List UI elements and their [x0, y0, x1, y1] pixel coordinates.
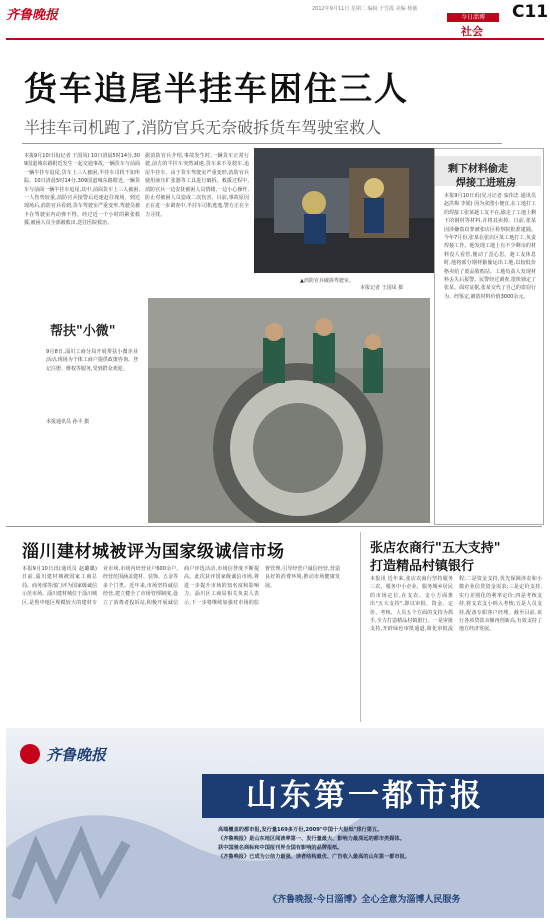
lead-body-col1: 本报9月10日讯(记者 王国凤) 10日清晨5时14分,309国道城东路附近发生一起交通事故,一辆货车与前面一辆半挂车追尾,货车上三人被困,半挂车司机不知所踪。10日清晨5时14分,309国道城东路附近,一辆货车与前面一辆半挂车追尾,其中,前面货车上三人被困,一人伤势较重,消防官兵接警后迅速赶往现场。到达现场后,消防官兵看到,货车驾驶室严重变形,驾驶员被卡在驾驶室内动弹不得。经过近一个小时的紧张救援,被困人员全部被救出,送往医院救治。: [24, 153, 140, 227]
lead-photo-caption: ▲消防官兵破拆驾驶室。: [300, 278, 354, 284]
newspaper-logo: 齐鲁晚报: [6, 8, 59, 23]
section-tag: 今日淄博: [447, 13, 499, 22]
pipe-inspection-photo-illustration: [148, 298, 430, 523]
ad-brand-text: 齐鲁晚报: [46, 746, 107, 764]
newspaper-ad: [6, 728, 544, 918]
lead-photo-credit: 本报记者 王国凤 摄: [360, 285, 404, 291]
lead-headline: 货车追尾半挂车困住三人: [24, 69, 409, 108]
ad-line-2: 《齐鲁晚报》是山东地区阅读率第一、发行量最大、影响力最深远的都市类媒体。: [218, 836, 405, 842]
ad-copy: [218, 826, 536, 862]
story3-headline-1: 张店农商行"五大支持": [370, 541, 501, 556]
story3-headline-2: 打造精品村镇银行: [370, 559, 475, 574]
ad-headline: 山东第一都市报: [246, 778, 484, 814]
fire-rescue-photo-illustration: [254, 148, 434, 273]
sidebar-title-1: 剩下材料偷走: [448, 164, 508, 175]
sidebar-body: 本报9月10日讯(见习记者 栾伟忠 通讯员 赵洪梅 李娟) 因为贪图小便宜,在工地打工的焊接工张某趁工友不在,偷走了工地上剩下的钢材等材料,并将其卖掉。日前,张某因涉嫌盗窃罪被张店区检察院批准逮捕。今年7月份,张某在张店区某工地打工,负责焊接工作。他发现工地上有不少剩余的材料没人看管,便动了歪心思。趁工友休息时,他将部分钢材偷偷运出工地,以较低价格卖给了废品收购站。工地负责人发现材料丢失后报警。民警经过调查,很快锁定了张某。面对证据,张某交代了自己的盗窃行为。经鉴定,被盗材料价值3000余元。: [444, 193, 536, 300]
lead-photo: [254, 148, 434, 273]
story3-divider: [360, 532, 361, 722]
lead-body-col2: 据消防官兵介绍,事故发生时,一辆货车正常行驶,前方的半挂车突然减速,货车来不及刹车,追尾半挂车。由于货车驾驶室严重变形,消防官兵使用液压扩张器等工具进行破拆。救援过程中,消防官兵一边安抚被困人员情绪,一边小心操作,防止对被困人员造成二次伤害。目前,事故原因正在进一步调查中,半挂车司机逃逸,警方正在全力寻找。: [145, 153, 249, 218]
promo-title: 帮扶"小微": [50, 324, 116, 339]
ad-logo-circle-icon: [20, 744, 40, 764]
promo-body: 9月8日,淄川工商分局开展帮扶小微企业活动,现场为个体工商户提供政策咨询、登记注册、维权等服务,受到群众欢迎。: [46, 349, 138, 372]
section-rule: [6, 526, 542, 527]
masthead-rule: [6, 38, 544, 40]
page-number: C11: [512, 2, 549, 22]
date-line: 2012年9月11日 星期二 编辑 于雪霞 美编 杨薇: [312, 6, 418, 12]
sidebar-title-2: 焊接工进班房: [456, 178, 516, 189]
section-name: 社会: [461, 25, 483, 38]
ad-slogan: 《齐鲁晚报·今日淄博》全心全意为淄博人民服务: [268, 895, 461, 905]
promo-photo: [148, 298, 430, 523]
ad-line-1: 高端覆盖的都市报,发行量169多万份,2009"中国十大报纸"排行第五。: [218, 827, 383, 833]
lead-subheadline: 半挂车司机跑了,消防官兵无奈破拆货车驾驶室救人: [24, 118, 382, 137]
promo-box: [22, 300, 146, 525]
story3-body: 本报讯 近年来,张店农商行坚持服务三农、服务中小企业、服务城乡居民的市场定位,在支农、支小方面推出"五大支持",即以审批、资金、定价、考核、人员五个方面的支持为抓手,全力打造精品村镇银行。一是审批支持,开辟绿色审批通道,简化审批流程;二是资金支持,优先保障涉农和小微企业信贷资金需求;三是定价支持,实行差别化的利率定价;四是考核支持,将支农支小纳入考核;五是人员支持,配备专职客户经理。截至目前,该行各项贷款余额再创新高,有效支持了地方经济发展。: [370, 576, 542, 633]
story2-body: 本报9月10日讯(通讯员 赵璐璐) 日前,淄川建材城被国家工商总局、商务部等部门评为国家级诚信示范市场。淄川建材城位于淄川城区,是鲁中地区规模较大的建材专业市场,市场内经营业户600余户,经营范围涵盖建材、装饰、五金等多个门类。近年来,市场坚持诚信经营,建立健全了市场管理制度,设立了消费者投诉站,积极开展诚信商户评选活动,市场信誉度不断提高。此次获评国家级诚信市场,将进一步提升市场的知名度和影响力。淄川区工商局相关负责人表示,下一步将继续加强对市场的监督管理,引导经营户诚信经营,营造良好的消费环境,推动市场健康发展。: [22, 566, 340, 606]
ad-line-3: 获中国驰名商标和中国报刊界全国有影响的品牌报纸。: [218, 845, 343, 851]
story2-headline: 淄川建材城被评为国家级诚信市场: [22, 542, 285, 562]
lead-headline-rule: [22, 143, 502, 144]
ad-line-4: 《齐鲁晚报》已成为公信力最强、读者结构最优、广告收入最高的山东第一都市报。: [218, 854, 410, 860]
promo-credit: 本报通讯员 孙丰 摄: [46, 419, 90, 425]
